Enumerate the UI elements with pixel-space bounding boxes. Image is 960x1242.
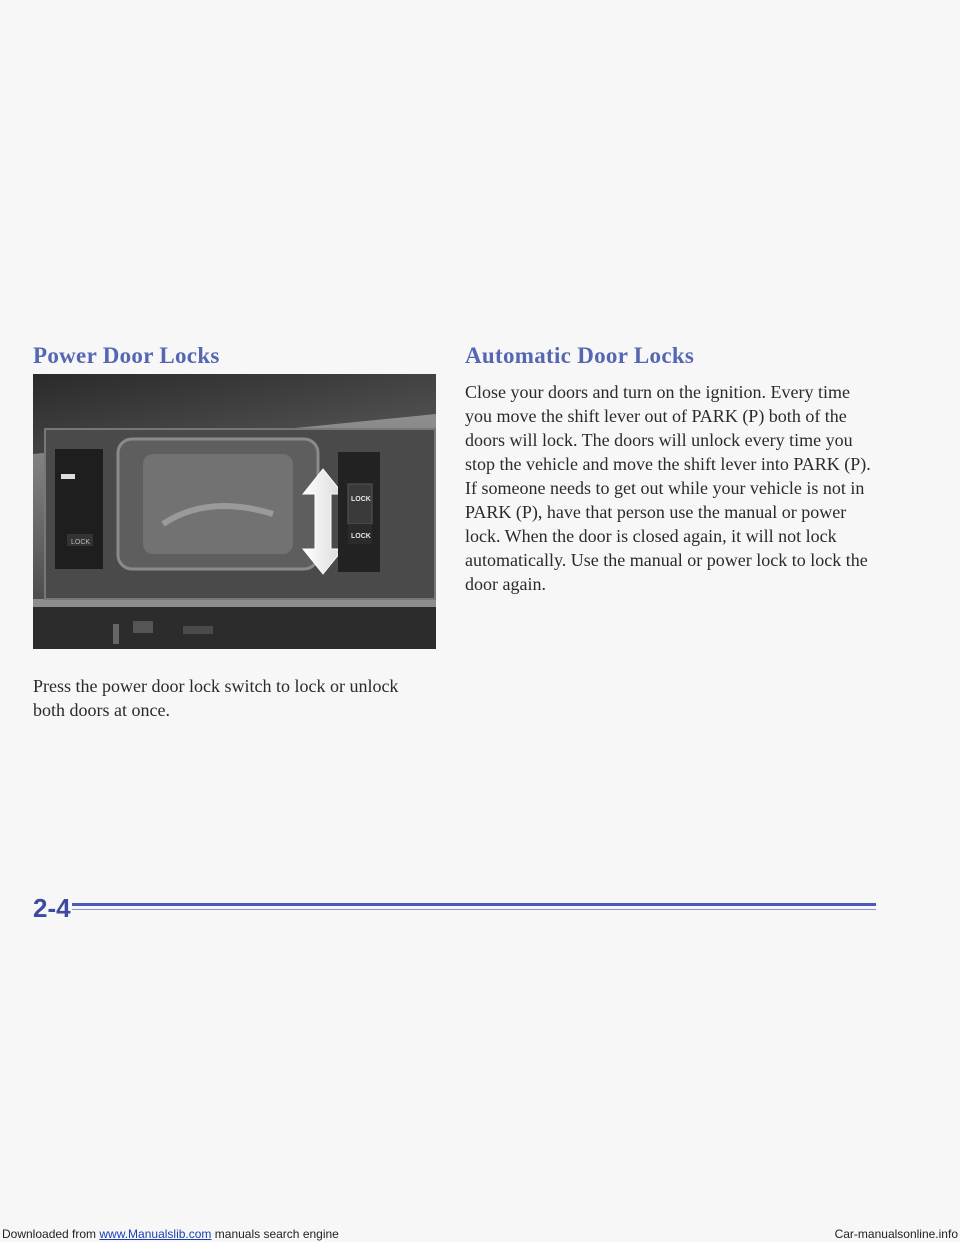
power-door-locks-caption: Press the power door lock switch to lock or unlock both doors at once.: [33, 676, 399, 720]
download-footer: [0, 1226, 960, 1242]
manualslib-link[interactable]: www.Manualslib.com: [99, 1227, 212, 1241]
switch-top-label: LOCK: [351, 496, 371, 503]
footer-left: [2, 1227, 339, 1241]
footer-prefix: Downloaded from: [2, 1227, 100, 1241]
automatic-door-locks-heading: Automatic Door Locks: [465, 343, 695, 368]
switch-bottom-label: LOCK: [351, 533, 371, 540]
page-number: 2-4: [33, 893, 71, 923]
footer-suffix: manuals search engine: [211, 1227, 339, 1241]
footer-rule: [72, 903, 876, 906]
power-door-locks-heading: Power Door Locks: [33, 343, 220, 368]
door-lock-photo: [33, 374, 436, 649]
car-manuals-watermark: Car-manualsonline.info: [834, 1227, 958, 1241]
automatic-door-locks-paragraph: Close your doors and turn on the ignition. Every time you move the shift lever out of PARK (P) both of the doors will lock. The doors will unlock every time you stop the vehicle and move the shift lever into PARK (P). If someone needs to get out while your vehicle is not in PARK (P), have that person use the manual or power lock. When the door is closed again, it will not lock automatically. Use the manual or power lock to lock the door again.: [465, 382, 871, 594]
footer-rule-thin: [72, 909, 876, 910]
left-switch-label: LOCK: [71, 539, 91, 546]
